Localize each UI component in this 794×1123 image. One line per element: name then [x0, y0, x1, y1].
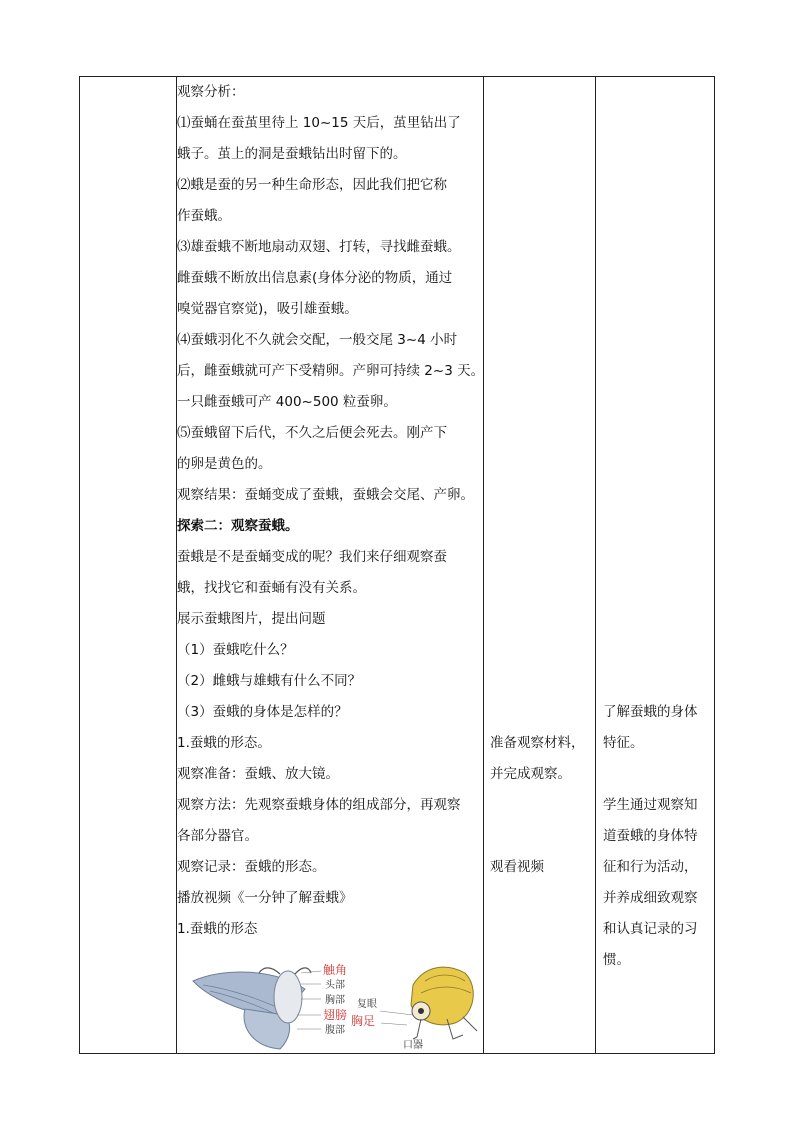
teaching-content-column — [177, 77, 483, 1053]
label-compound-eye: 复眼 — [357, 999, 377, 1010]
text-line: 嗅觉器官察觉)，吸引雄蚕蛾。 — [177, 301, 358, 317]
label-leg: 胸足 — [351, 1014, 376, 1028]
lesson-table — [79, 76, 715, 1054]
text-line: 雌蚕蛾不断放出信息素(身体分泌的物质，通过 — [177, 270, 453, 286]
text-line: ⑵蛾是蚕的另一种生命形态，因此我们把它称 — [177, 177, 447, 193]
silkmoth-diagram — [185, 959, 485, 1051]
question-item: （2）雌蛾与雄蛾有什么不同？ — [177, 673, 362, 689]
label-mouthpart: 口器 — [403, 1040, 423, 1051]
text-line: 蛾子。茧上的洞是蚕蛾钻出时留下的。 — [177, 146, 407, 162]
intent-text: 和认真记录的习 — [603, 921, 698, 937]
student-activity-text: 观看视频 — [490, 859, 544, 875]
text-line: 观察分析： — [177, 84, 245, 100]
student-activity-text: 并完成观察。 — [490, 766, 571, 782]
text-line: 观察记录：蚕蛾的形态。 — [177, 859, 326, 875]
text-line: 一只雌蚕蛾可产 400~500 粒蚕卵。 — [177, 394, 397, 410]
text-line: ⑸蚕蛾留下后代，不久之后便会死去。刚产下 — [177, 425, 447, 441]
text-line: 蚕蛾是不是蚕蛹变成的呢？我们来仔细观察蚕 — [177, 549, 447, 565]
text-line: 观察准备：蚕蛾、放大镜。 — [177, 766, 339, 782]
text-line: 展示蚕蛾图片，提出问题 — [177, 611, 326, 627]
text-line: 1.蚕蛾的形态 — [177, 921, 258, 937]
student-activity-column — [484, 77, 595, 1053]
text-line: 1.蚕蛾的形态。 — [177, 735, 271, 751]
text-line: 的卵是黄色的。 — [177, 456, 272, 472]
question-item: （3）蚕蛾的身体是怎样的？ — [177, 704, 348, 720]
intent-text: 特征。 — [603, 735, 644, 751]
label-antenna: 触角 — [323, 963, 348, 977]
text-line: 后，雌蚕蛾就可产下受精卵。产卵可持续 2~3 天。 — [177, 363, 485, 379]
design-intent-column — [596, 77, 714, 1053]
text-line: 观察结果：蚕蛹变成了蚕蛾，蚕蛾会交尾、产卵。 — [177, 487, 474, 503]
label-thorax: 胸部 — [325, 995, 345, 1006]
section-heading: 探索二：观察蚕蛾。 — [177, 518, 299, 534]
intent-text: 征和行为活动， — [603, 859, 698, 875]
intent-text: 道蚕蛾的身体特 — [603, 828, 698, 844]
text-line: ⑶雄蚕蛾不断地扇动双翅、打转，寻找雌蚕蛾。 — [177, 239, 461, 255]
label-abdomen: 腹部 — [325, 1025, 345, 1036]
student-activity-text: 准备观察材料， — [490, 735, 585, 751]
text-line: 各部分器官。 — [177, 828, 258, 844]
text-line: 播放视频《一分钟了解蚕蛾》 — [177, 890, 353, 906]
text-line: 蛾，找找它和蚕蛹有没有关系。 — [177, 580, 366, 596]
label-head: 头部 — [325, 980, 345, 991]
text-line: 观察方法：先观察蚕蛾身体的组成部分，再观察 — [177, 797, 461, 813]
text-line: 作蚕蛾。 — [177, 208, 231, 224]
text-line: ⑴蚕蛹在蚕茧里待上 10~15 天后，茧里钻出了 — [177, 115, 461, 131]
intent-text: 惯。 — [603, 952, 630, 968]
question-item: （1）蚕蛾吃什么？ — [177, 642, 294, 658]
intent-text: 了解蚕蛾的身体 — [603, 704, 698, 720]
label-wing: 翅膀 — [323, 1008, 348, 1022]
moth-head-closeup — [380, 967, 477, 1039]
text-line: ⑷蚕蛾羽化不久就会交配，一般交尾 3~4 小时 — [177, 332, 458, 348]
intent-text: 学生通过观察知 — [603, 797, 698, 813]
intent-text: 并养成细致观察 — [603, 890, 698, 906]
moth-illustration — [193, 968, 321, 1049]
